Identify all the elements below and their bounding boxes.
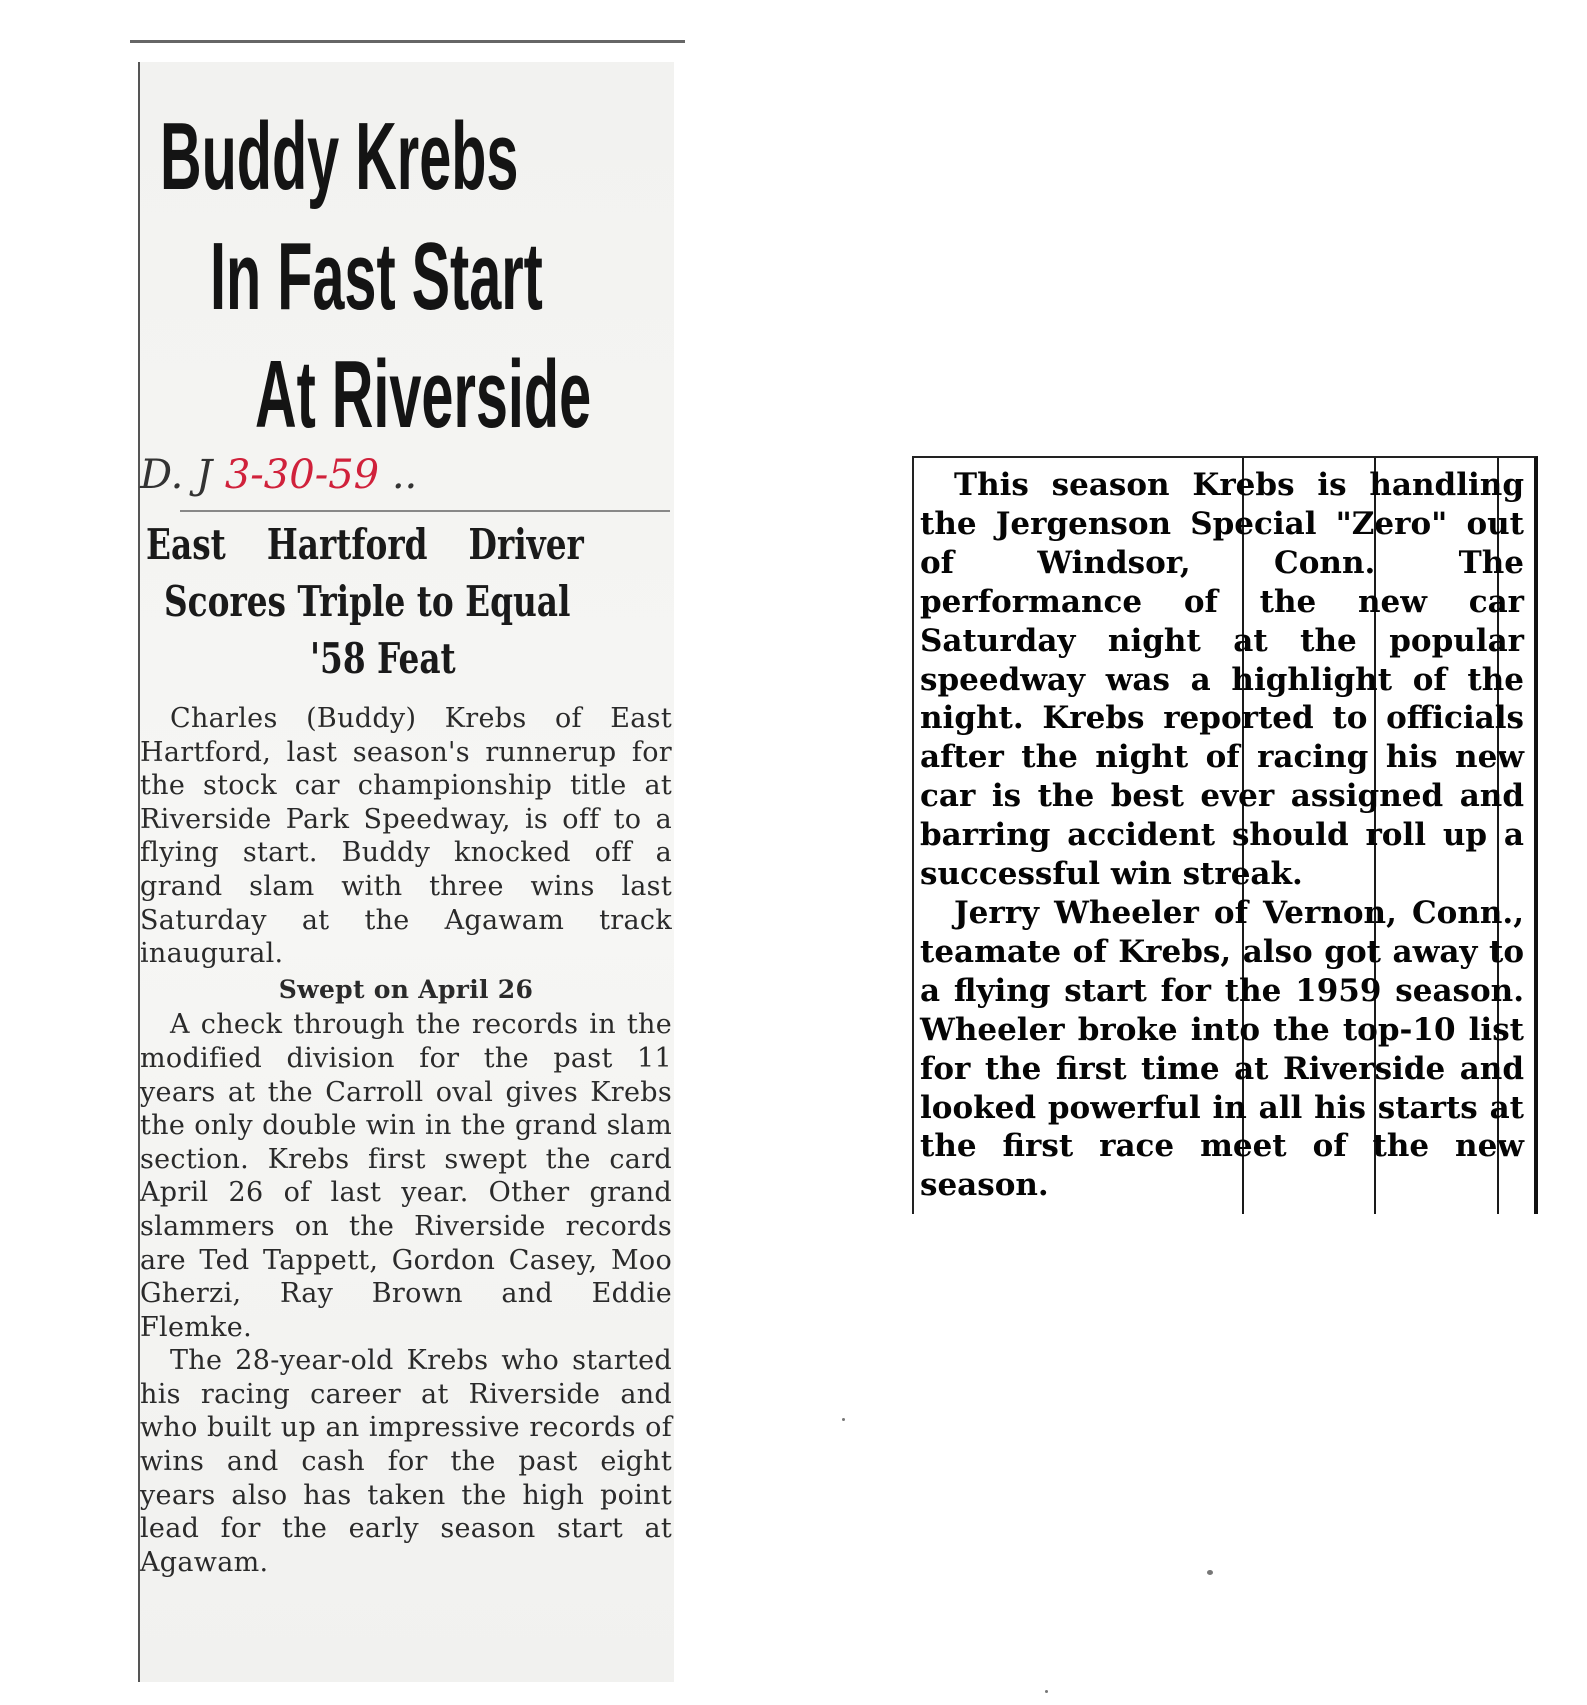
- left-article-body: [140, 702, 672, 1579]
- left-paragraph-1: Charles (Buddy) Krebs of East Hartford, last season's runnerup for the stock car championship title at Riverside Park Speedway, is off to a flying start. Buddy knocked off a grand slam with three wins last Saturday at the Agawam track inaugural.: [140, 703, 672, 970]
- stamp-suffix: ..: [391, 452, 418, 498]
- left-paragraph-3: The 28-year-old Krebs who started his racing career at Riverside and who built up an impressive records of wins and cash for the past eight years also has taken the high point lead for the early season start at Agawam.: [140, 1345, 672, 1578]
- subhead-line-1: East Hartford Driver: [146, 520, 584, 569]
- crosshead: Swept on April 26: [278, 974, 534, 1004]
- scan-speck: [1045, 1690, 1048, 1693]
- scan-speck: [1207, 1570, 1213, 1575]
- scan-speck: [842, 1418, 845, 1421]
- date-stamp: [140, 452, 417, 498]
- stamp-initials: D. J: [140, 452, 213, 498]
- headline-line-2: In Fast Start: [210, 223, 543, 330]
- headline-line-3: At Riverside: [255, 341, 592, 448]
- right-paragraph-2: Jerry Wheeler of Vernon, Conn., teamate of Krebs, also got away to a flying start for the 1959 season. Wheeler broke into the top-10 list for the first time at Riverside and looked powerful in all his starts at the first race meet of the new season.: [920, 894, 1524, 1204]
- top-rule: [130, 40, 685, 43]
- subhead-line-3: '58 Feat: [310, 634, 456, 683]
- right-article-body: [920, 466, 1524, 1205]
- left-paragraph-2: A check through the records in the modified division for the past 11 years at the Carroll oval gives Krebs the only double win in the grand slam section. Krebs first swept the card April 26 of last year. Other grand slammers on the Riverside records are Ted Tappett, Gordon Casey, Moo Gherzi, Ray Brown and Eddie Flemke.: [140, 1009, 672, 1343]
- right-clipping: [912, 456, 1538, 1214]
- stamp-rule: [180, 510, 670, 512]
- headline-line-1: Buddy Krebs: [160, 103, 519, 210]
- stamp-date: 3-30-59: [224, 452, 380, 498]
- left-clipping: [138, 62, 674, 1682]
- subhead-line-2: Scores Triple to Equal: [164, 577, 571, 626]
- right-paragraph-1: This season Krebs is handling the Jergenson Special "Zero" out of Windsor, Conn. The performance of the new car Saturday night at the popular speedway was a highlight of the night. Krebs reported to officials after the night of racing his new car is the best ever assigned and barring accident should roll up a successful win streak.: [920, 467, 1524, 893]
